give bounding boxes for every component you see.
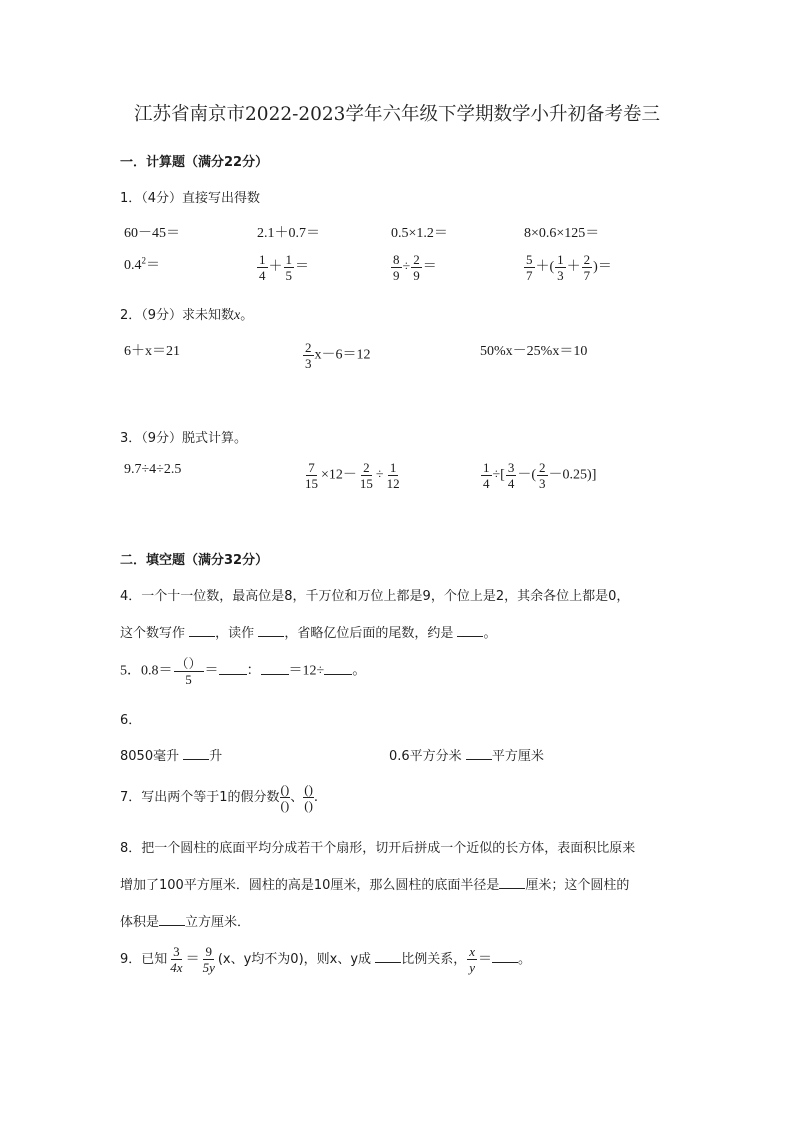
fraction: $\frac{5}{7}$	[526, 252, 533, 283]
q3-expression-2: $\frac{7}{15}$ ×12－ $\frac{2}{15}$ ÷ $\frac{1}{12}$	[305, 460, 400, 491]
answer-blank[interactable]	[466, 747, 492, 760]
fraction: $\frac{9}{5y}$	[202, 944, 215, 975]
fraction: $\frac{2}{3}$	[539, 460, 546, 491]
answer-blank[interactable]	[258, 624, 284, 637]
q1-item-4: 8×0.6×125＝	[524, 226, 600, 241]
question-7: 7．写出两个等于1的假分数 () () 、 () () .	[120, 782, 319, 813]
q1-item-6: $\frac{1}{4}$ ＋ $\frac{1}{5}$ ＝	[259, 252, 309, 283]
question-4-line-2: 这个数写作 ，读作 ，省略亿位后面的尾数，约是 。	[120, 626, 497, 641]
q1-item-7: $\frac{8}{9}$ ÷ $\frac{2}{9}$ ＝	[393, 252, 437, 283]
section-2-heading: 二．填空题（满分32分）	[120, 553, 269, 568]
q3-expression-1: 9.7÷4÷2.5	[124, 462, 182, 477]
answer-blank[interactable]	[492, 950, 518, 963]
q1-item-2: 2.1＋0.7＝	[257, 226, 320, 241]
fraction: $\frac{x}{y}$	[469, 944, 475, 975]
fraction: $\frac{2}{7}$	[583, 252, 591, 283]
answer-blank[interactable]	[219, 662, 247, 675]
question-9: 9．已知 $\frac{3}{4x}$ ＝ $\frac{9}{5y}$ (x、y均不为0)，则x、y成 比例关系， $\frac{x}{y}$ ＝ 。	[120, 944, 531, 975]
question-8-line-1: 8．把一个圆柱的底面平均分成若干个扇形，切开后拼成一个近似的长方体，表面积比原来	[120, 841, 636, 856]
fraction: $\frac{3}{4}$	[507, 460, 515, 491]
fraction: $\frac{2}{15}$	[359, 460, 373, 491]
answer-blank[interactable]	[324, 662, 352, 675]
q2-equation-3: 50%x－25%x＝10	[480, 344, 588, 359]
question-4-line-1: 4．一个十一位数，最高位是8，千万位和万位上都是9，个位上是2，其余各位上都是0，	[120, 589, 630, 604]
fraction: $\frac{2}{3}$	[305, 340, 312, 371]
question-3-heading: 3．（9分）脱式计算。	[120, 431, 248, 446]
answer-blank[interactable]	[375, 950, 401, 963]
q1-item-5-eq: ＝	[146, 258, 160, 273]
q1-item-3: 0.5×1.2＝	[391, 226, 448, 241]
fraction: $\frac{1}{3}$	[557, 252, 564, 283]
question-8-line-3: 体积是 立方厘米．	[120, 915, 251, 930]
answer-blank[interactable]	[499, 876, 525, 889]
fraction: $\frac{2}{9}$	[413, 252, 420, 283]
q1-item-8: $\frac{5}{7}$ ＋( $\frac{1}{3}$ ＋ $\frac{2}{7}$ )＝	[526, 252, 612, 283]
answer-blank[interactable]	[159, 913, 185, 926]
fraction: $\frac{1}{4}$	[483, 460, 490, 491]
q3-expression-3: $\frac{1}{4}$ ÷[ $\frac{3}{4}$ －( $\frac{2}{3}$ －0.25)]	[483, 460, 597, 491]
question-2-heading: 2．（9分）求未知数x。	[120, 308, 254, 323]
fraction: $\frac{1}{5}$	[285, 252, 292, 283]
question-1-heading: 1．（4分）直接写出得数	[120, 191, 261, 206]
q2-equation-1: 6＋x＝21	[124, 344, 180, 359]
answer-blank[interactable]	[189, 624, 215, 637]
question-6-part-a: 8050毫升 升	[120, 749, 223, 764]
q2-equation-2: $\frac{2}{3}$ x－6＝12	[305, 340, 371, 371]
fraction: $\frac{()}{5}$	[175, 656, 202, 687]
q1-item-5	[124, 254, 160, 274]
q1-item-5-exp: 2	[141, 255, 146, 266]
question-6-label: 6．	[120, 713, 142, 728]
answer-blank[interactable]	[261, 662, 289, 675]
fraction: $\frac{7}{15}$	[305, 460, 318, 491]
question-5: 5．0.8＝ $\frac{()}{5}$ ＝ ： ＝12÷ 。	[120, 656, 367, 687]
q1-item-1: 60－45＝	[124, 226, 180, 241]
fraction: $\frac{1}{12}$	[386, 460, 400, 491]
page-title: 江苏省南京市2022-2023学年六年级下学期数学小升初备考卷三	[134, 104, 660, 125]
answer-blank[interactable]	[457, 624, 483, 637]
fraction: $\frac{1}{4}$	[259, 252, 266, 283]
question-6-part-b: 0.6平方分米 平方厘米	[389, 749, 544, 764]
fraction: $\frac{8}{9}$	[393, 252, 400, 283]
section-1-heading: 一．计算题（满分22分）	[120, 155, 269, 170]
fraction-blank[interactable]: () ()	[304, 782, 313, 813]
question-8-line-2: 增加了100平方厘米．圆柱的高是10厘米，那么圆柱的底面半径是 厘米；这个圆柱的	[120, 878, 630, 893]
q1-item-5-base: 0.4	[124, 258, 142, 273]
answer-blank[interactable]	[183, 747, 209, 760]
fraction: $\frac{3}{4x}$	[170, 944, 183, 975]
fraction-blank[interactable]: () ()	[280, 782, 290, 813]
